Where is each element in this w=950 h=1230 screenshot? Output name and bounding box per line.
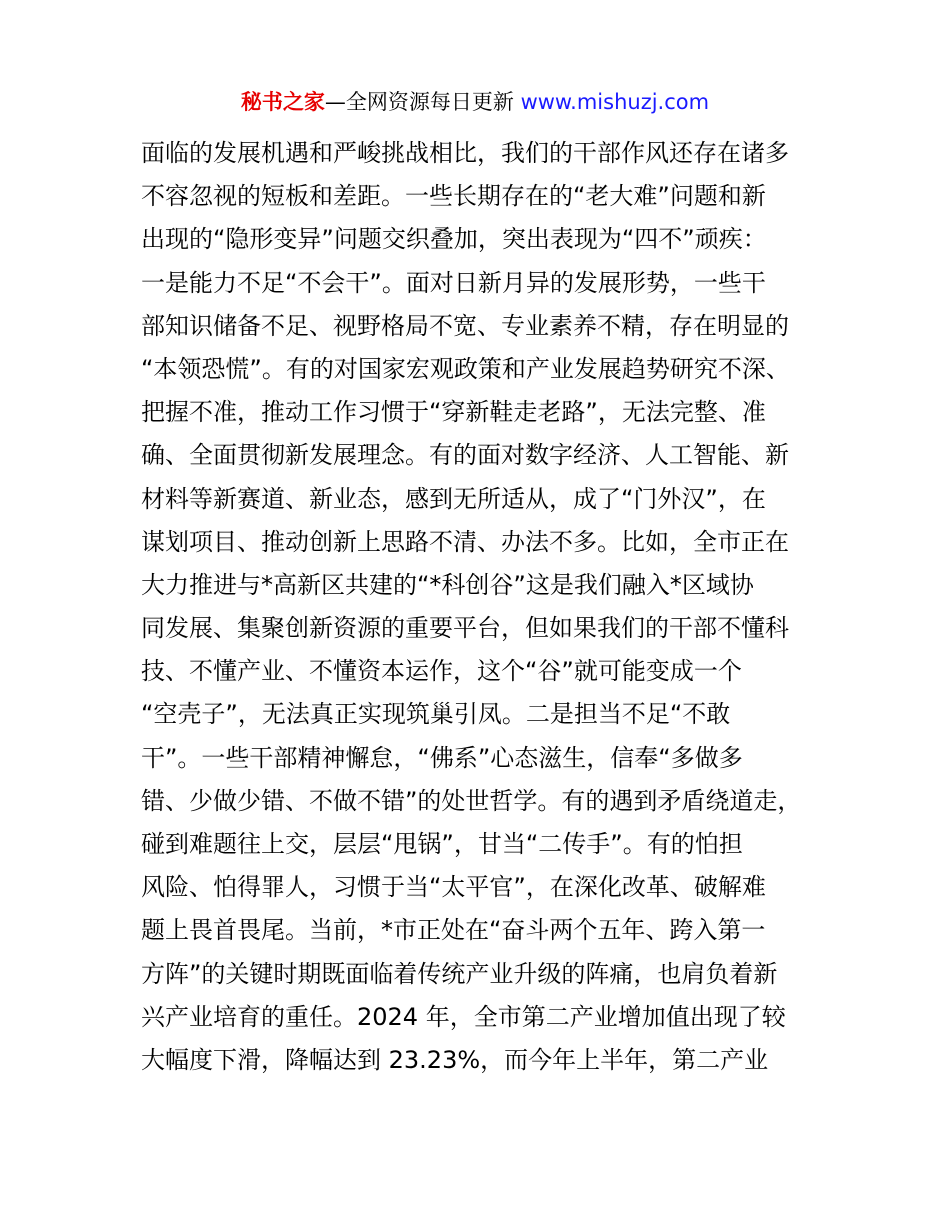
text-line: 大力推进与*高新区共建的“*科创谷”这是我们融入*区域协 — [141, 570, 754, 599]
text-line: 错、少做少错、不做不错”的处世哲学。有的遇到矛盾绕道走， — [141, 786, 802, 815]
text-line: 干”。一些干部精神懈怠，“佛系”心态滋生，信奉“多做多 — [141, 743, 743, 772]
text-line: 不容忽视的短板和差距。一些长期存在的“老大难”问题和新 — [141, 182, 766, 211]
text-line: 风险、怕得罪人，习惯于当“太平官”，在深化改革、破解难 — [141, 873, 766, 902]
site-header — [0, 86, 950, 118]
document-body — [141, 132, 821, 1082]
text-line: “本领恐慌”。有的对国家宏观政策和产业发展趋势研究不深、 — [141, 354, 790, 383]
site-brand: 秘书之家 — [240, 90, 325, 114]
text-line: 谋划项目、推动创新上思路不清、办法不多。比如，全市正在 — [141, 527, 789, 556]
text-line: 确、全面贯彻新发展理念。有的面对数字经济、人工智能、新 — [141, 441, 789, 470]
site-url-link[interactable]: www.mishuzj.com — [520, 90, 710, 114]
text-line: 部知识储备不足、视野格局不宽、专业素养不精，存在明显的 — [141, 311, 789, 340]
site-slogan: —全网资源每日更新 — [324, 90, 521, 114]
text-line: 技、不懂产业、不懂资本运作，这个“谷”就可能变成一个 — [141, 657, 742, 686]
text-line: 方阵”的关键时期既面临着传统产业升级的阵痛，也肩负着新 — [141, 959, 778, 988]
text-line: 把握不准，推动工作习惯于“穿新鞋走老路”，无法完整、准 — [141, 398, 766, 427]
text-line: 出现的“隐形变异”问题交织叠加，突出表现为“四不”顽疾： — [141, 225, 767, 254]
text-line: “空壳子”，无法真正实现筑巢引凤。二是担当不足“不敢 — [141, 700, 731, 729]
text-line: 面临的发展机遇和严峻挑战相比，我们的干部作风还存在诸多 — [141, 139, 789, 167]
text-line: 大幅度下滑，降幅达到 23.23%，而今年上半年，第二产业 — [141, 1045, 769, 1074]
text-line: 碰到难题往上交，层层“甩锅”，甘当“二传手”。有的怕担 — [141, 830, 743, 858]
text-line: 一是能力不足“不会干”。面对日新月异的发展形势，一些干 — [141, 268, 766, 297]
text-line: 同发展、集聚创新资源的重要平台，但如果我们的干部不懂科 — [141, 614, 789, 643]
text-line: 兴产业培育的重任。2024 年，全市第二产业增加值出现了较 — [141, 1002, 786, 1031]
text-line: 材料等新赛道、新业态，感到无所适从，成了“门外汉”，在 — [141, 484, 766, 513]
text-line: 题上畏首畏尾。当前，*市正处在“奋斗两个五年、跨入第一 — [141, 916, 766, 945]
